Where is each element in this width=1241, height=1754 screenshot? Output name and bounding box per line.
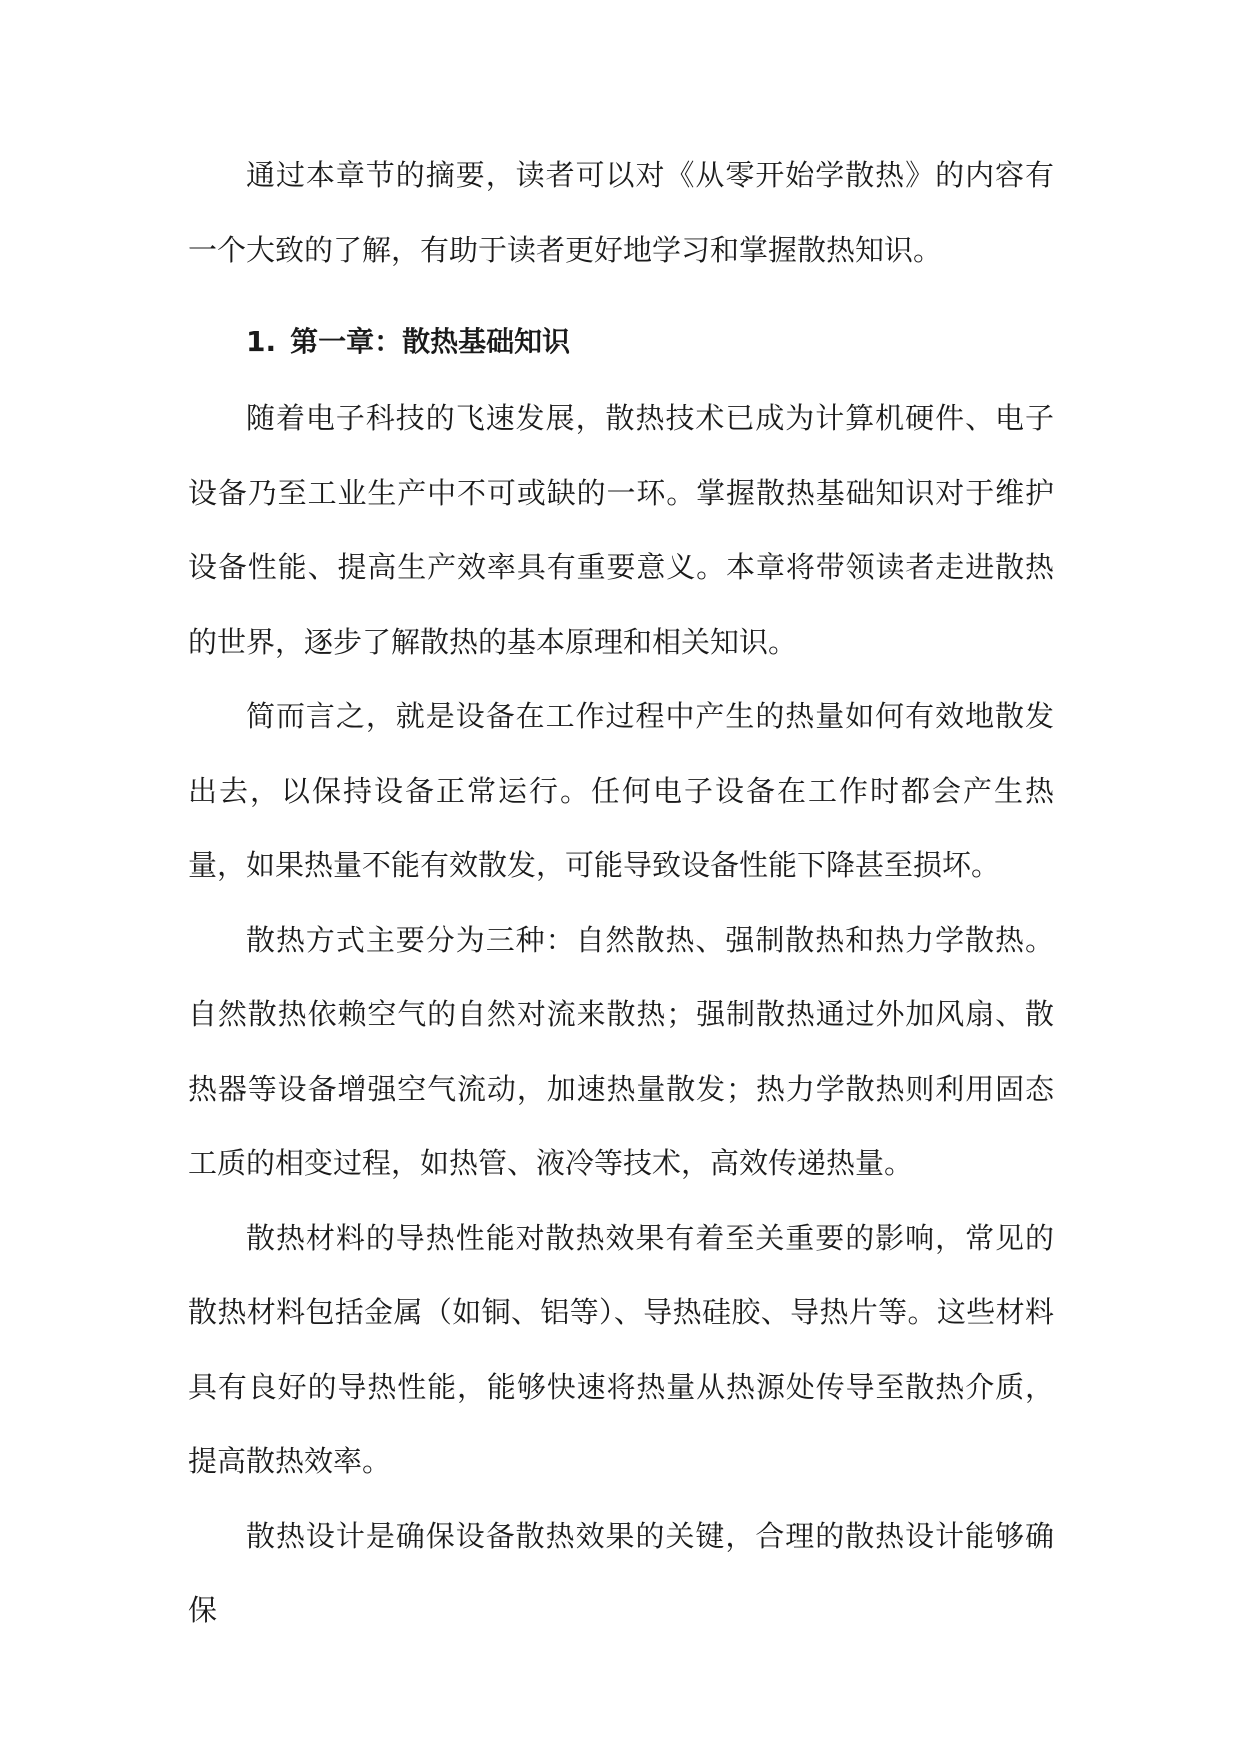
document-body (188, 138, 1054, 1648)
paragraph-1: 随着电子科技的飞速发展，散热技术已成为计算机硬件、电子设备乃至工业生产中不可或缺的一环。掌握散热基础知识对于维护设备性能、提高生产效率具有重要意义。本章将带领读者走进散热的世界，逐步了解散热的基本原理和相关知识。 (188, 401, 1054, 659)
intro-paragraph: 通过本章节的摘要，读者可以对《从零开始学散热》的内容有一个大致的了解，有助于读者更好地学习和掌握散热知识。 (188, 158, 1054, 267)
section-heading (188, 305, 1054, 379)
paragraph-3: 散热方式主要分为三种：自然散热、强制散热和热力学散热。自然散热依赖空气的自然对流来散热；强制散热通过外加风扇、散热器等设备增强空气流动，加速热量散发；热力学散热则利用固态工质的相变过程，如热管、液冷等技术，高效传递热量。 (188, 922, 1054, 1180)
paragraph-4: 散热材料的导热性能对散热效果有着至关重要的影响，常见的散热材料包括金属（如铜、铝等）、导热硅胶、导热片等。这些材料具有良好的导热性能，能够快速将热量从热源处传导至散热介质，提高散热效率。 (188, 1220, 1054, 1478)
section-number: 1. (246, 325, 277, 358)
section-title: 第一章：散热基础知识 (290, 325, 571, 358)
paragraph-5: 散热设计是确保设备散热效果的关键，合理的散热设计能够确保 (188, 1518, 1054, 1627)
paragraph-2: 简而言之，就是设备在工作过程中产生的热量如何有效地散发出去，以保持设备正常运行。任何电子设备在工作时都会产生热量，如果热量不能有效散发，可能导致设备性能下降甚至损坏。 (188, 699, 1054, 882)
